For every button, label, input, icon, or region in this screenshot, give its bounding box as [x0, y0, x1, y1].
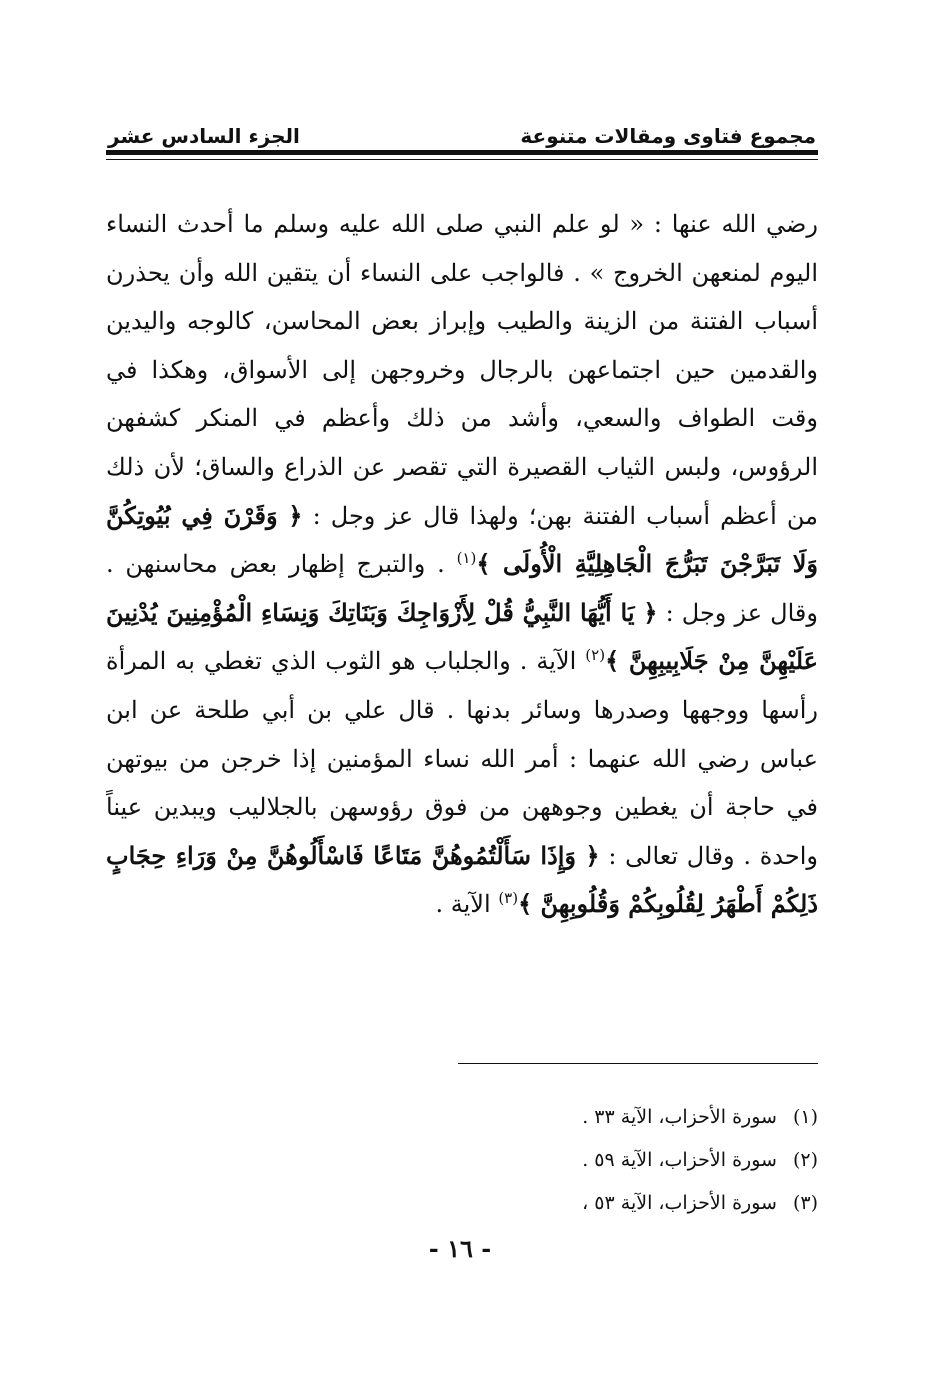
main-text	[106, 200, 818, 929]
footnote-text: سورة الأحزاب، الآية ٥٣ ،	[582, 1192, 777, 1214]
quran-verse-2: ﴿ يَا أَيُّهَا النَّبِيُّ قُلْ لِأَزْوَاجِكَ وَبَنَاتِكَ وَنِسَاءِ الْمُؤْمِنِينَ يُدْنِينَ عَلَيْهِنَّ مِنْ جَلَابِيبِهِنَّ ﴾	[106, 597, 818, 676]
text-segment-2: . والتبرج إظهار بعض محاسنهن . وقال عز وجل :	[106, 550, 818, 627]
footnotes	[218, 1096, 818, 1225]
footnote-number: (٣)	[792, 1192, 818, 1214]
book-title: مجموع فتاوى ومقالات متنوعة	[520, 124, 816, 148]
text-segment-1: رضي الله عنها : « لو علم النبي صلى الله عليه وسلم ما أحدث النساء اليوم لمنعهن الخروج » . فالواجب على النساء أن يتقين الله وأن يحذرن أسباب الفتنة من الزينة والطيب وإبراز بعض المحاسن، كالوجه واليدين والقدمين حين اجتماعهن بالرجال وخروجهن إلى الأسواق، وهكذا في وقت الطواف والسعي، وأشد من ذلك وأعظم في المنكر كشفهن الرؤوس، ولبس الثياب القصيرة التي تقصر عن الذراع والساق؛ لأن ذلك من أعظم أسباب الفتنة بهن؛ ولهذا قال عز وجل :	[106, 210, 819, 530]
paragraph	[106, 200, 818, 929]
quran-verse-3: ﴿ وَإِذَا سَأَلْتُمُوهُنَّ مَتَاعًا فَاسْأَلُوهُنَّ مِنْ وَرَاءِ حِجَابٍ ذَلِكُمْ أَطْهَرُ لِقُلُوبِكُمْ وَقُلُوبِهِنَّ ﴾	[106, 840, 818, 919]
header-rule-thick	[106, 150, 818, 155]
footnote-ref-2: (٢)	[585, 646, 606, 665]
footnote-ref-3: (٣)	[498, 889, 519, 908]
footnote-number: (١)	[792, 1106, 818, 1128]
footnote-number: (٢)	[792, 1149, 818, 1171]
volume-title: الجزء السادس عشر	[108, 124, 300, 148]
header-rule-thin	[106, 159, 818, 160]
text-segment-4: الآية .	[435, 890, 491, 919]
footnote-item	[218, 1096, 818, 1139]
footnote-item	[218, 1139, 818, 1182]
footnote-item	[218, 1182, 818, 1225]
page-header	[108, 108, 816, 148]
text-segment-3: الآية . والجلباب هو الثوب الذي تغطي به المرأة رأسها ووجهها وصدرها وسائر بدنها . قال علي بن أبي طلحة عن ابن عباس رضي الله عنهما : أمر الله نساء المؤمنين إذا خرجن من بيوتهن في حاجة أن يغطين وجوههن من فوق رؤوسهن بالجلاليب ويبدين عيناً واحدة . وقال تعالى :	[106, 647, 819, 870]
footnote-text: سورة الأحزاب، الآية ٥٩ .	[582, 1149, 777, 1171]
footnote-text: سورة الأحزاب، الآية ٣٣ .	[582, 1106, 777, 1128]
footnote-ref-1: (١)	[456, 549, 477, 568]
footnote-divider	[458, 1063, 818, 1064]
page-number: - ١٦ -	[428, 1234, 492, 1263]
quran-verse-1: ﴿ وَقَرْنَ فِي بُيُوتِكُنَّ وَلَا تَبَرَّجْنَ تَبَرُّجَ الْجَاهِلِيَّةِ الْأُولَى ﴾	[106, 500, 818, 579]
